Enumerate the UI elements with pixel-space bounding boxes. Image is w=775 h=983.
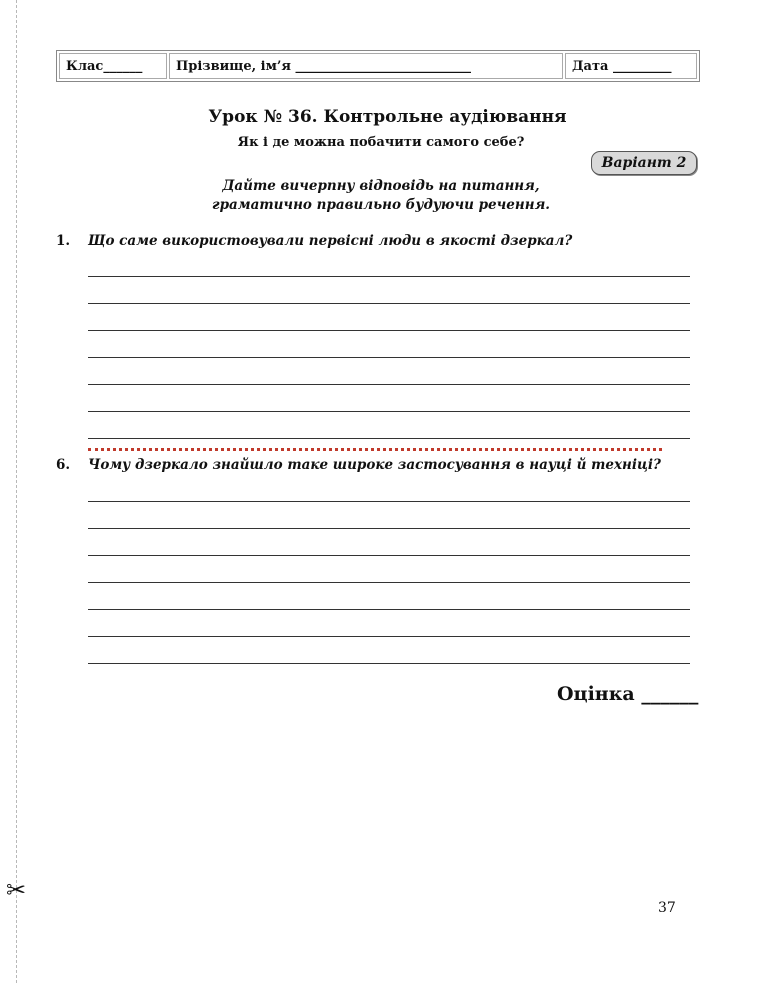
page-number: 37 <box>658 900 676 916</box>
answer-line[interactable] <box>88 583 690 610</box>
answer-line[interactable] <box>88 412 690 439</box>
answer-line[interactable] <box>88 385 690 412</box>
question-text: Що саме використовували первісні люди в якості дзеркал? <box>88 233 573 249</box>
class-field[interactable]: Клас______ <box>59 53 167 79</box>
answer-line[interactable] <box>88 610 690 637</box>
answer-line[interactable] <box>88 502 690 529</box>
question-1 <box>56 233 572 249</box>
question-text: Чому дзеркало знайшло таке широке застосування в науці й техніці? <box>88 457 661 473</box>
instruction-line: Дайте вичерпну відповідь на питання, <box>222 178 540 194</box>
scissors-icon: ✂ <box>6 876 27 904</box>
answer-line[interactable] <box>88 331 690 358</box>
section-separator <box>88 448 662 451</box>
answer-lines-1[interactable] <box>88 250 690 439</box>
instruction-line: граматично правильно будуючи речення. <box>211 197 551 213</box>
grade-field[interactable]: Оцінка ______ <box>557 683 699 705</box>
answer-line[interactable] <box>88 277 690 304</box>
answer-line[interactable] <box>88 475 690 502</box>
answer-line[interactable] <box>88 556 690 583</box>
question-number: 6. <box>56 457 71 473</box>
answer-line[interactable] <box>88 637 690 664</box>
instructions <box>0 177 762 215</box>
question-6 <box>56 457 661 473</box>
variant-badge: Варіант 2 <box>591 151 697 175</box>
answer-lines-6[interactable] <box>88 475 690 664</box>
page-subtitle: Як і де можна побачити самого себе? <box>237 135 525 150</box>
answer-line[interactable] <box>88 358 690 385</box>
page-title: Урок № 36. Контрольне аудіювання <box>208 107 567 127</box>
answer-line[interactable] <box>88 529 690 556</box>
date-field[interactable]: Дата _________ <box>565 53 697 79</box>
student-info-table <box>56 50 700 82</box>
answer-line[interactable] <box>88 304 690 331</box>
name-field[interactable]: Прізвище, ім’я ___________________________ <box>169 53 563 79</box>
question-number: 1. <box>56 233 71 249</box>
answer-line[interactable] <box>88 250 690 277</box>
